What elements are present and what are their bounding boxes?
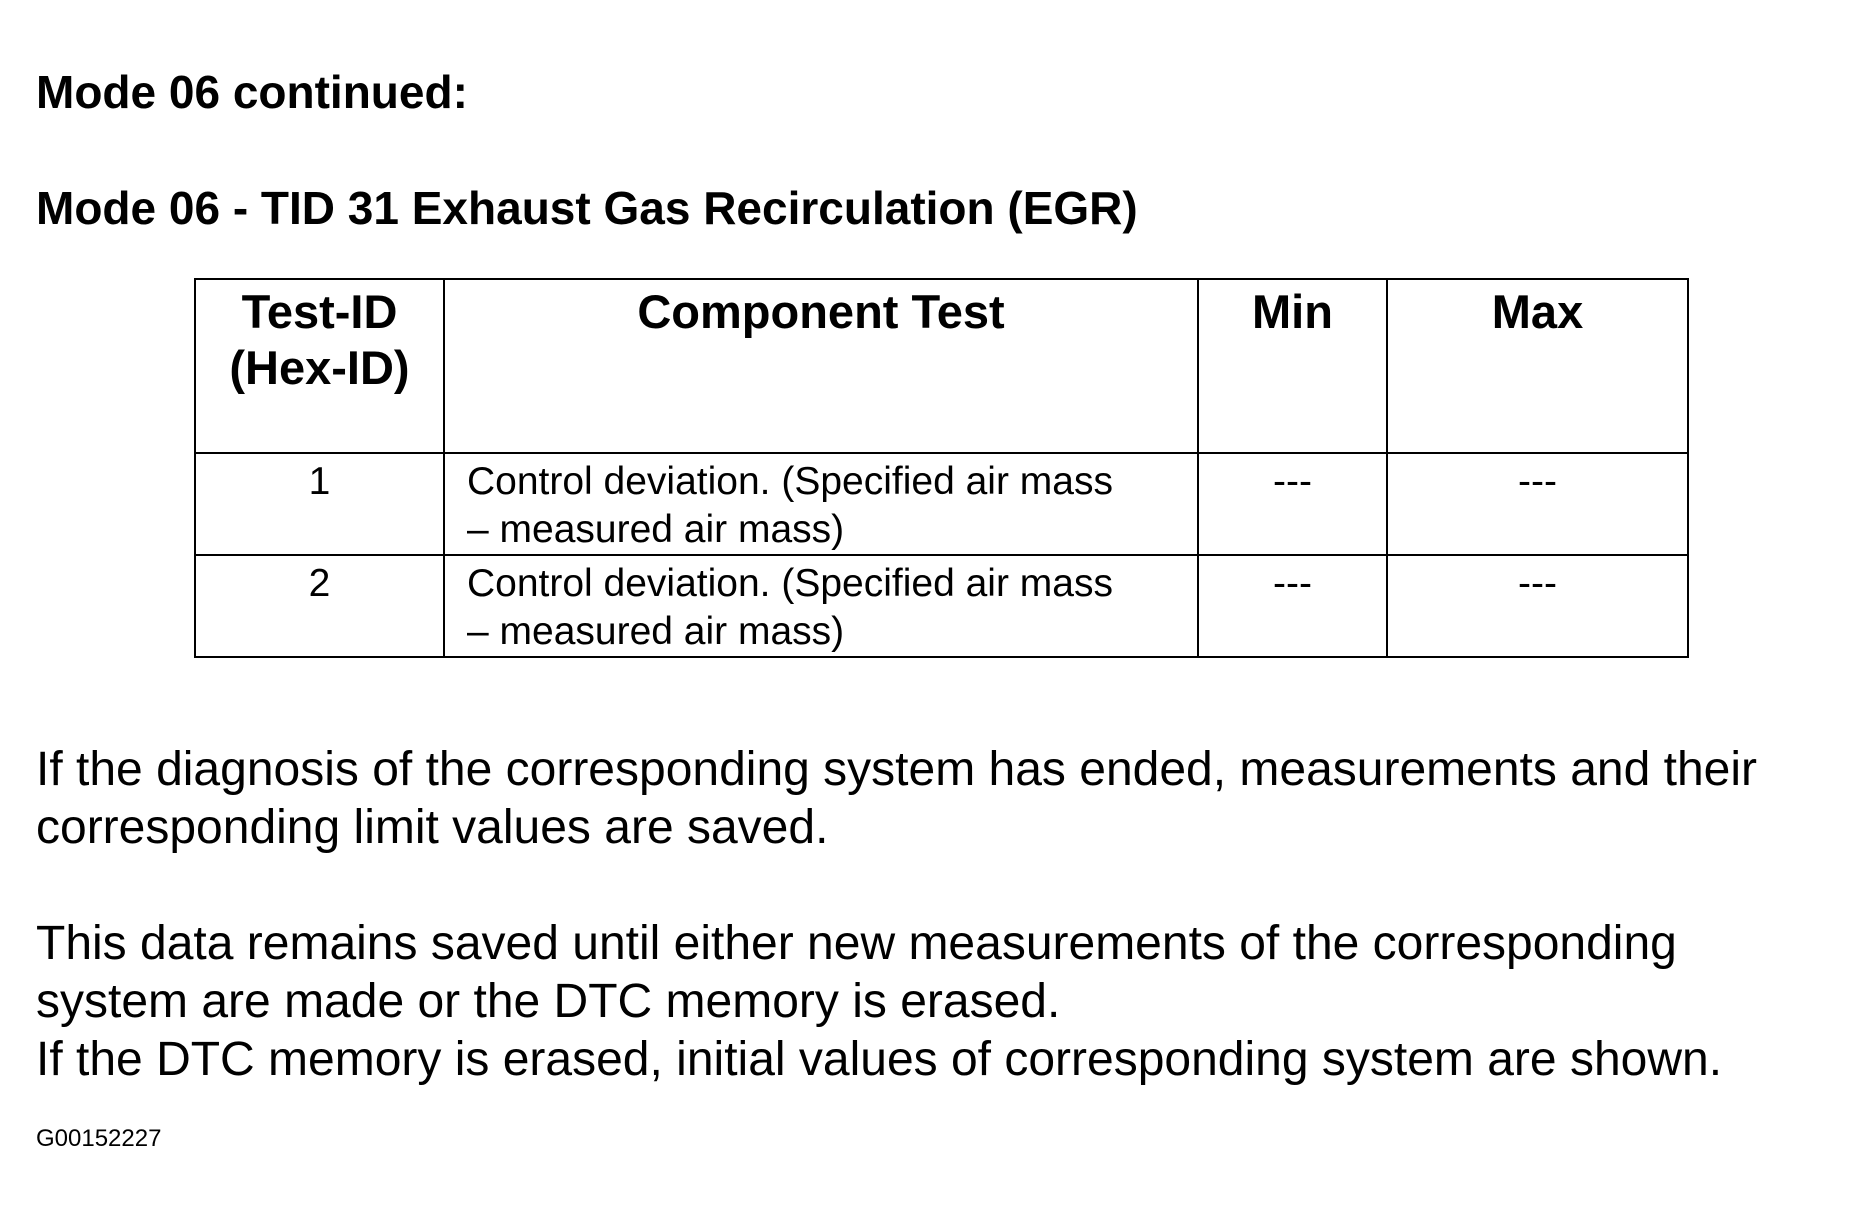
header-test-id-line2: (Hex-ID) xyxy=(229,341,410,394)
component-line2: – measured air mass) xyxy=(467,610,845,653)
cell-test-id: 1 xyxy=(195,453,444,555)
table-header-row xyxy=(195,279,1688,453)
header-component-test: Component Test xyxy=(444,279,1198,453)
component-line1: Control deviation. (Specified air mass xyxy=(467,562,1113,605)
data-retention-paragraph-line1: This data remains saved until either new measurements of the corresponding xyxy=(36,917,1677,970)
data-retention-paragraph-line2: system are made or the DTC memory is erased. xyxy=(36,975,1061,1028)
data-retention-paragraph xyxy=(36,915,1722,1089)
component-line1: Control deviation. (Specified air mass xyxy=(467,460,1113,503)
header-max: Max xyxy=(1387,279,1688,453)
cell-max: --- xyxy=(1387,453,1688,555)
data-retention-paragraph-line3: If the DTC memory is erased, initial values of corresponding system are shown. xyxy=(36,1033,1723,1086)
diagnosis-paragraph xyxy=(36,741,1757,857)
section-heading: Mode 06 - TID 31 Exhaust Gas Recirculation (EGR) xyxy=(36,182,1138,234)
header-test-id-line1: Test-ID xyxy=(241,285,398,338)
figure-id: G00152227 xyxy=(36,1125,162,1152)
header-test-id xyxy=(195,279,444,453)
cell-component-test xyxy=(444,453,1198,555)
component-line2: – measured air mass) xyxy=(467,508,845,551)
table-row xyxy=(195,453,1688,555)
cell-test-id: 2 xyxy=(195,555,444,657)
diagnosis-paragraph-line2: corresponding limit values are saved. xyxy=(36,801,829,854)
table-row xyxy=(195,555,1688,657)
diagnosis-paragraph-line1: If the diagnosis of the corresponding system has ended, measurements and their xyxy=(36,743,1757,796)
header-min: Min xyxy=(1198,279,1387,453)
continued-heading: Mode 06 continued: xyxy=(36,66,468,118)
cell-component-test xyxy=(444,555,1198,657)
cell-min: --- xyxy=(1198,453,1387,555)
cell-max: --- xyxy=(1387,555,1688,657)
mode06-test-table xyxy=(194,278,1689,658)
cell-min: --- xyxy=(1198,555,1387,657)
